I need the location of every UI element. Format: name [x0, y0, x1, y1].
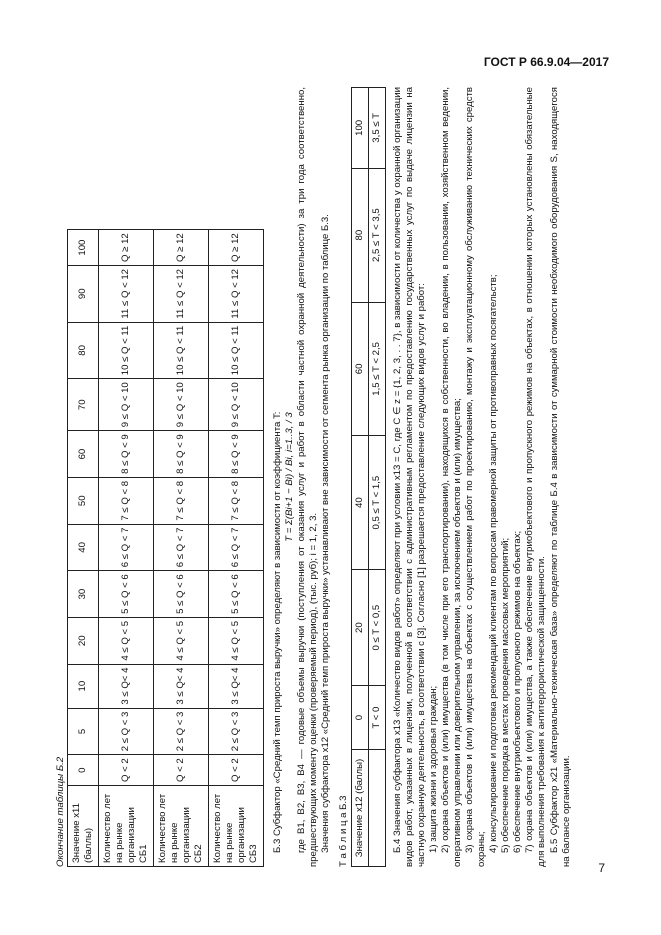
table-b2-col: 90 [68, 265, 99, 322]
list-item: 2) охрана объектов и (или) имущества (в том числе при его транспортировании), находящихся в собственности, во владении, в пользовании, хозяйственном ведении, оперативном управлении или доверительном управлении, за исключением объектов и (или) имущества; [439, 87, 463, 867]
cell: 10 ≤ Q < 11 [154, 322, 209, 379]
cell: Q ≥ 12 [154, 230, 209, 266]
table-b3 [351, 87, 386, 867]
cell: 2 ≤ Q < 3 [209, 708, 264, 755]
table-b2-col: 50 [68, 477, 99, 524]
table-b2-col: 20 [68, 617, 99, 664]
cell: 10 ≤ Q < 11 [209, 322, 264, 379]
cell: 2,5 ≤ T < 3,5 [368, 168, 385, 302]
table-b3-col: 80 [351, 168, 368, 302]
cell: 6 ≤ Q < 7 [209, 524, 264, 571]
table-b2-caption: Окончание таблицы Б.2 [55, 756, 66, 867]
cell: Q < 2 [99, 755, 154, 786]
cell: 5 ≤ Q < 6 [99, 571, 154, 618]
table-b2 [67, 229, 264, 867]
table-b2-col: 70 [68, 379, 99, 431]
cell: 8 ≤ Q < 9 [209, 431, 264, 478]
cell: 9 ≤ Q < 10 [99, 379, 154, 431]
cell: 9 ≤ Q < 10 [154, 379, 209, 431]
x12-paragraph: Значения субфактора x12 «Средний темп прироста выручки» устанавливают вне зависимости от сегмента рынка организации по таблице Б.3. [320, 214, 332, 853]
list-item: 6) обеспечение внутриобъектового и пропускного режимов на объектах; [512, 530, 524, 853]
cell: 4 ≤ Q < 5 [99, 617, 154, 664]
table-b2-col: 5 [68, 708, 99, 755]
cell: 3 ≤ Q< 4 [209, 664, 264, 708]
cell: 7 ≤ Q < 8 [154, 477, 209, 524]
cell: 11 ≤ Q < 12 [209, 265, 264, 322]
cell: 6 ≤ Q < 7 [154, 524, 209, 571]
table-b2-col: 10 [68, 664, 99, 708]
cell: 11 ≤ Q < 12 [154, 265, 209, 322]
cell: 0 ≤ T < 0,5 [368, 570, 385, 686]
cell: T < 0 [368, 686, 385, 750]
formula: T = Σ(Bi+1 − Bi) / Bi, i=1..3, / 3 [284, 412, 296, 542]
page-number: 7 [598, 861, 605, 875]
b4-paragraph: Б.4 Значения субфактора x13 «Количество видов работ» определяют при условии x13 = C, где C ∈ z = {1, 2, 3, . . 7}, в зависимости от количества у охранной организации видов работ, указанных в лицензии, полученной в соответствии с административным регламентом по предоставлению государственных услуг по выдаче лицензии на частную охранную деятельность, в соответствии с [3]. Согласно [1] разрешается предоставление следующих видов услуг и работ: [391, 87, 427, 867]
table-b2-col: 0 [68, 755, 99, 786]
table-b2-col: 30 [68, 571, 99, 618]
cell: 4 ≤ Q < 5 [154, 617, 209, 664]
cell: 11 ≤ Q < 12 [99, 265, 154, 322]
cell: 3,5 ≤ T [368, 88, 385, 169]
cell: 0,5 ≤ T < 1,5 [368, 436, 385, 570]
row-label: Количество лет на рынке организации СБ3 [209, 786, 264, 867]
list-item: 3) охрана объектов и (или) имущества на объектах с осуществлением работ по проектированию, монтажу и эксплуатационному обслуживанию технических средств охраны; [464, 87, 488, 867]
cell: 5 ≤ Q < 6 [209, 571, 264, 618]
table-row [154, 230, 209, 867]
rotated-page-content [55, 87, 615, 867]
table-b2-col: 60 [68, 431, 99, 478]
cell: 2 ≤ Q < 3 [154, 708, 209, 755]
table-b3-header-label: Значение x12 (баллы) [351, 750, 368, 867]
table-b2-header-label: Значение x11 (баллы) [68, 786, 99, 867]
table-b3-col: 100 [351, 88, 368, 169]
cell: Q < 2 [209, 755, 264, 786]
cell: 9 ≤ Q < 10 [209, 379, 264, 431]
table-row [368, 88, 385, 867]
cell: 2 ≤ Q < 3 [99, 708, 154, 755]
table-b3-col: 40 [351, 436, 368, 570]
where-paragraph: где B1, B2, B3, B4 — годовые объемы выручки (поступления от оказания услуг и работ в области частной охранной деятельности) за три года соответственно, предшествующих моменту оценки (проверяемый период), (тыс. руб); i = 1, 2, 3. [296, 87, 320, 867]
document-header: ГОСТ Р 66.9.04—2017 [483, 55, 609, 69]
row-label: Количество лет на рынке организации СБ2 [154, 786, 209, 867]
cell: 3 ≤ Q< 4 [99, 664, 154, 708]
cell: 10 ≤ Q < 11 [99, 322, 154, 379]
cell: Q ≥ 12 [99, 230, 154, 266]
cell: 7 ≤ Q < 8 [99, 477, 154, 524]
cell: Q ≥ 12 [209, 230, 264, 266]
table-b3-col: 60 [351, 302, 368, 436]
b5-paragraph: Б.5 Субфактор x21 «Материально-техническая база» определяют по таблице Б.4 в зависимости от суммарной стоимости необходимого оборудования S, находящегося на балансе организации. [548, 87, 572, 867]
list-item: 7) охрана объектов и (или) имущества, а также обеспечение внутриобъектового и пропускного режимов на объектах, в отношении которых установлены обязательные для выполнения требования к антитеррористической защищенности. [524, 87, 548, 867]
cell: 4 ≤ Q < 5 [209, 617, 264, 664]
table-b2-col: 80 [68, 322, 99, 379]
table-b3-caption: Т а б л и ц а Б.3 [338, 795, 350, 867]
b3-paragraph: Б.3 Субфактор «Средний темп прироста выручки» определяют в зависимости от коэффициента T: [272, 411, 284, 853]
list-item: 4) консультирование и подготовка рекомендаций клиентам по вопросам правомерной защиты от противоправных посягательств; [488, 274, 500, 853]
cell: 6 ≤ Q < 7 [99, 524, 154, 571]
table-b2-col: 100 [68, 230, 99, 266]
table-b3-col: 0 [351, 686, 368, 750]
table-b2-col: 40 [68, 524, 99, 571]
cell: 3 ≤ Q< 4 [154, 664, 209, 708]
table-row [99, 230, 154, 867]
cell: Q < 2 [154, 755, 209, 786]
table-row [209, 230, 264, 867]
cell: 7 ≤ Q < 8 [209, 477, 264, 524]
cell: 8 ≤ Q < 9 [99, 431, 154, 478]
cell: 1,5 ≤ T < 2,5 [368, 302, 385, 436]
list-item: 5) обеспечение порядка в местах проведения массовых мероприятий; [500, 537, 512, 853]
cell: 8 ≤ Q < 9 [154, 431, 209, 478]
list-item: 1) защита жизни и здоровья граждан; [427, 685, 439, 853]
cell: 5 ≤ Q < 6 [154, 571, 209, 618]
table-b3-col: 20 [351, 570, 368, 686]
row-label: Количество лет на рынке организации СБ1 [99, 786, 154, 867]
